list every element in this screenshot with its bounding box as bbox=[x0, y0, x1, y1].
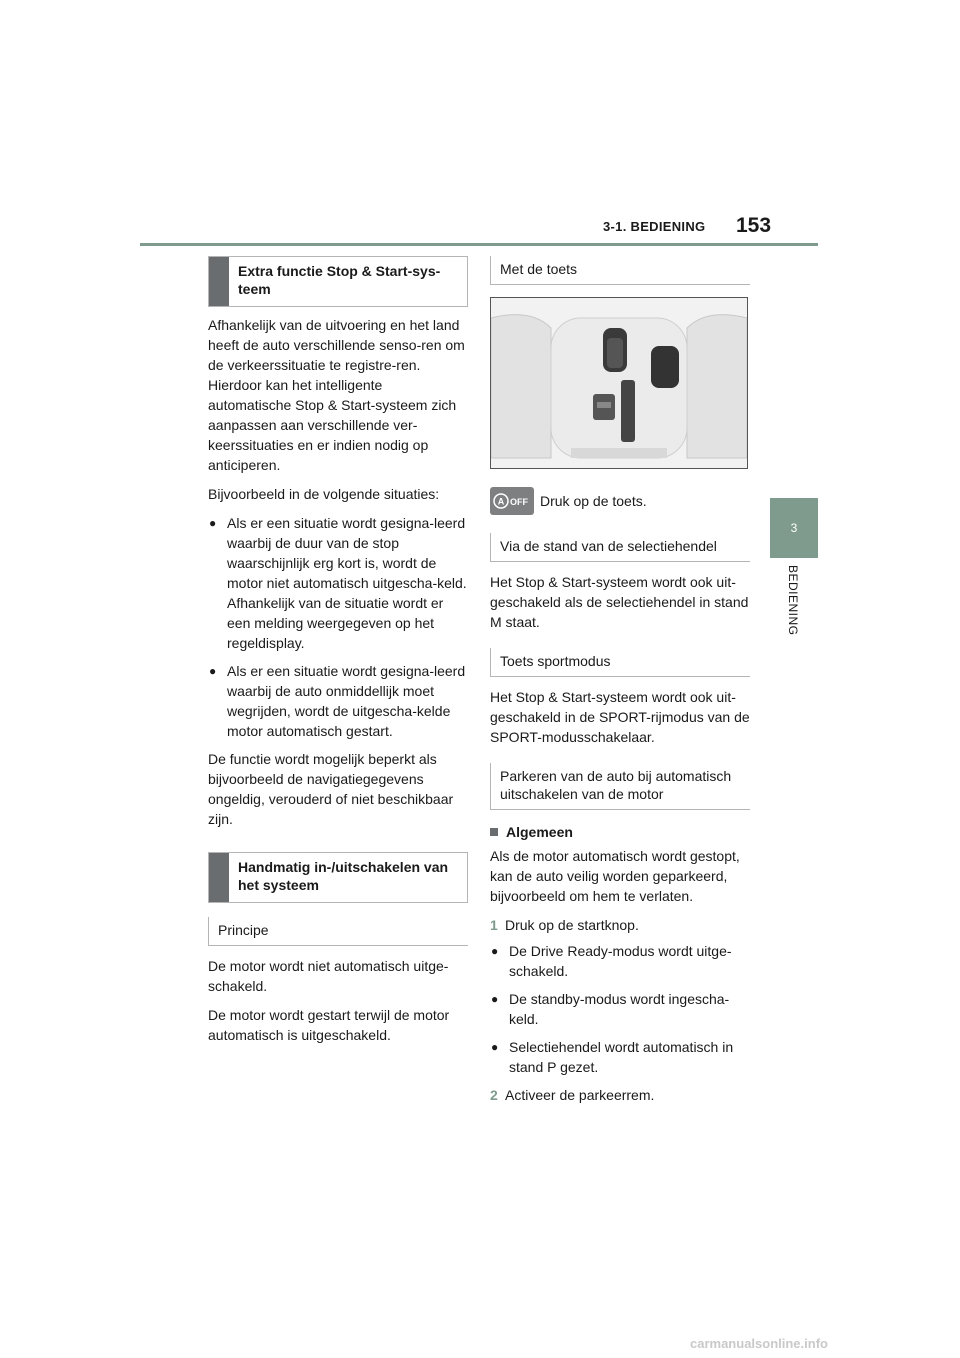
button-instruction bbox=[490, 487, 750, 515]
section-title: 3-1. BEDIENING bbox=[603, 219, 706, 234]
subheading-selector-lever: Via de stand van de selectiehendel bbox=[490, 533, 750, 562]
subheading-with-button: Met de toets bbox=[490, 256, 750, 285]
page-number: 153 bbox=[736, 214, 772, 237]
subheading-principle: Principe bbox=[208, 917, 468, 946]
paragraph: De motor wordt gestart terwijl de motor automatisch is uitgeschakeld. bbox=[208, 1007, 450, 1043]
list-item: ● Selectiehendel wordt automatisch in stand P gezet. bbox=[490, 1037, 750, 1077]
chapter-label: BEDIENING bbox=[786, 565, 800, 636]
chapter-tab bbox=[770, 498, 818, 558]
auto-start-stop-off-icon bbox=[490, 487, 534, 515]
list-item: ● De standby-modus wordt ingescha-keld. bbox=[490, 989, 750, 1029]
console-drawing bbox=[491, 298, 747, 468]
chapter-number: 3 bbox=[790, 521, 798, 535]
right-column bbox=[490, 256, 750, 1111]
paragraph: Bijvoorbeeld in de volgende situaties: bbox=[208, 486, 440, 502]
list-item: ● Als er een situatie wordt gesigna-leerd waarbij de duur van de stop waarschijnlijk erg kort is, wordt de motor niet automatisch uitgescha-keld. Afhankelijk van de situatie wordt er een melding weergegeven op het regeldisplay. bbox=[208, 513, 468, 653]
heading-text: Handmatig in-/uitschakelen van het systeem bbox=[238, 859, 449, 893]
paragraph: Het Stop & Start-systeem wordt ook uit-geschakeld als de selectiehendel in stand M staat. bbox=[490, 574, 749, 630]
heading-stop-start-extra bbox=[208, 256, 468, 307]
svg-text:A: A bbox=[497, 496, 505, 507]
paragraph: Afhankelijk van de uitvoering en het land heeft de auto verschillende senso-ren om de verkeerssituatie te registre-ren. Hierdoor kan het intelligente automatische Stop & Start-systeem zich aanpassen aan verschillende ver-keerssituaties en er indien nodig op anticiperen. bbox=[208, 317, 465, 473]
svg-text:OFF: OFF bbox=[510, 497, 528, 507]
paragraph: De motor wordt niet automatisch uitge-schakeld. bbox=[208, 958, 449, 994]
list-item: ● Als er een situatie wordt gesigna-leerd waarbij de auto onmiddellijk moet wegrijden, wordt de uitgescha-kelde motor automatisch gestart. bbox=[208, 661, 468, 741]
heading-text: Extra functie Stop & Start-sys-teem bbox=[238, 263, 441, 297]
watermark: carmanualsonline.info bbox=[690, 1336, 828, 1351]
paragraph: Het Stop & Start-systeem wordt ook uit-geschakeld in de SPORT-rijmodus van de SPORT-modusschakelaar. bbox=[490, 689, 750, 745]
bullet-list bbox=[208, 513, 468, 741]
chapter-label-box bbox=[786, 565, 802, 655]
subheading-sport-mode: Toets sportmodus bbox=[490, 648, 750, 677]
center-console-illustration bbox=[490, 297, 748, 469]
heading-manual-switch bbox=[208, 852, 468, 903]
left-column bbox=[208, 256, 468, 1054]
paragraph: De functie wordt mogelijk beperkt als bijvoorbeeld de navigatiegegevens ongeldig, verouderd of niet beschikbaar zijn. bbox=[208, 751, 454, 827]
step-2: 2 Activeer de parkeerrem. bbox=[490, 1087, 655, 1103]
paragraph: Als de motor automatisch wordt gestopt, kan de auto veilig worden geparkeerd, bijvoorbeeld om hem te verlaten. bbox=[490, 848, 740, 904]
step-1: 1 Druk op de startknop. bbox=[490, 917, 639, 933]
bullet-list bbox=[490, 941, 750, 1077]
subheading-parking: Parkeren van de auto bij automatisch uitschakelen van de motor bbox=[490, 763, 750, 810]
subsection-general: Algemeen bbox=[490, 822, 750, 842]
list-item: ● De Drive Ready-modus wordt uitge-schakeld. bbox=[490, 941, 750, 981]
header-rule bbox=[140, 243, 818, 246]
press-button-text: Druk op de toets. bbox=[540, 493, 647, 509]
